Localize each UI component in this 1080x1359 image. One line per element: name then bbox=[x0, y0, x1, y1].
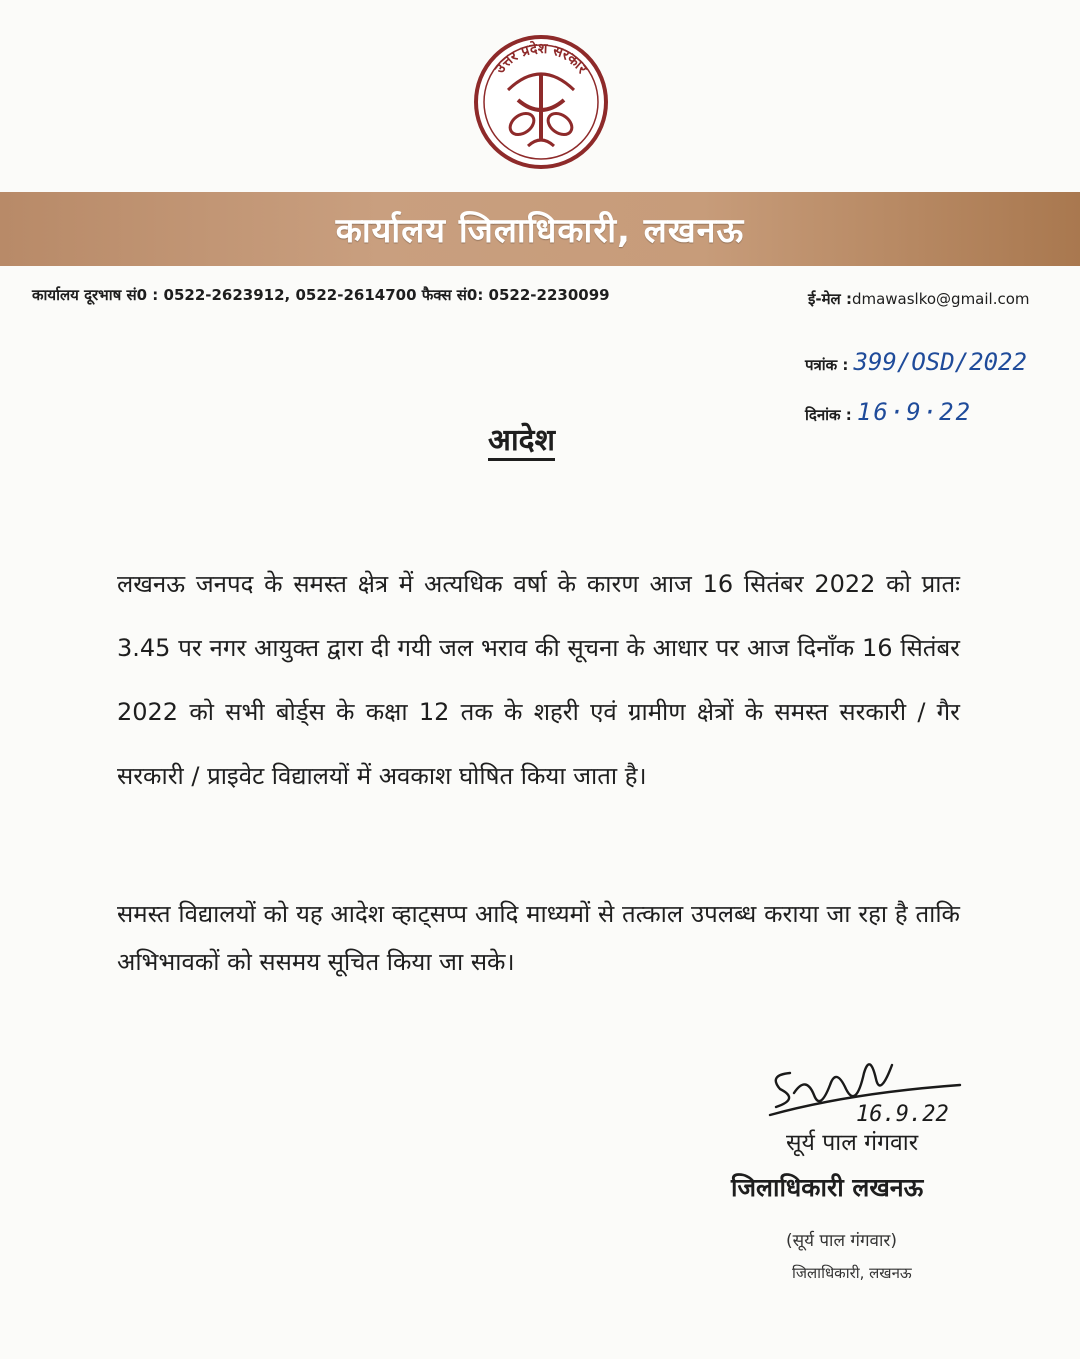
emblem-text: उत्तर प्रदेश सरकार bbox=[492, 40, 591, 77]
reference-number-row bbox=[805, 348, 1027, 376]
date-value: 16·9·22 bbox=[856, 398, 973, 426]
office-banner bbox=[0, 192, 1080, 266]
date-label: दिनांक : bbox=[805, 406, 852, 424]
date-row bbox=[805, 398, 972, 426]
email-line bbox=[808, 289, 1030, 309]
reference-value: 399/OSD/2022 bbox=[853, 348, 1027, 376]
order-paragraph-1: लखनऊ जनपद के समस्त क्षेत्र में अत्यधिक वर्षा के कारण आज 16 सितंबर 2022 को प्रातः 3.45 पर नगर आयुक्त द्वारा दी गयी जल भराव की सूचना के आधार पर आज दिनाँक 16 सितंबर 2022 को सभी बोर्ड्स के कक्षा 12 तक के शहरी एवं ग्रामीण क्षेत्रों के समस्त सरकारी / गैर सरकारी / प्राइवेट विद्यालयों में अवकाश घोषित किया जाता है। bbox=[117, 570, 960, 790]
order-title: आदेश bbox=[488, 423, 555, 458]
email-address: dmawaslko@gmail.com bbox=[851, 290, 1030, 308]
order-paragraph-2: समस्त विद्यालयों को यह आदेश व्हाट्सप्प आदि माध्यमों से तत्काल उपलब्ध कराया जा रहा है ताकि अभिभावकों को ससमय सूचित किया जा सके। bbox=[117, 900, 960, 976]
stamp-designation: जिलाधिकारी, लखनऊ bbox=[792, 1264, 912, 1282]
office-title: कार्यालय जिलाधिकारी, लखनऊ bbox=[335, 211, 745, 251]
handwritten-signature bbox=[760, 1045, 970, 1135]
signer-name: सूर्य पाल गंगवार bbox=[786, 1130, 919, 1156]
reference-label: पत्रांक : bbox=[805, 356, 849, 374]
signer-designation: जिलाधिकारी लखनऊ bbox=[731, 1173, 924, 1202]
email-label: ई-मेल : bbox=[808, 290, 852, 308]
signature-date: 16.9.22 bbox=[856, 1102, 949, 1127]
stamp-name: (सूर्य पाल गंगवार) bbox=[786, 1231, 897, 1251]
uttar-pradesh-emblem-logo bbox=[470, 28, 612, 178]
office-contact-numbers: कार्यालय दूरभाष सं0 : 0522-2623912, 0522-2614700 फैक्स सं0: 0522-2230099 bbox=[32, 286, 610, 304]
